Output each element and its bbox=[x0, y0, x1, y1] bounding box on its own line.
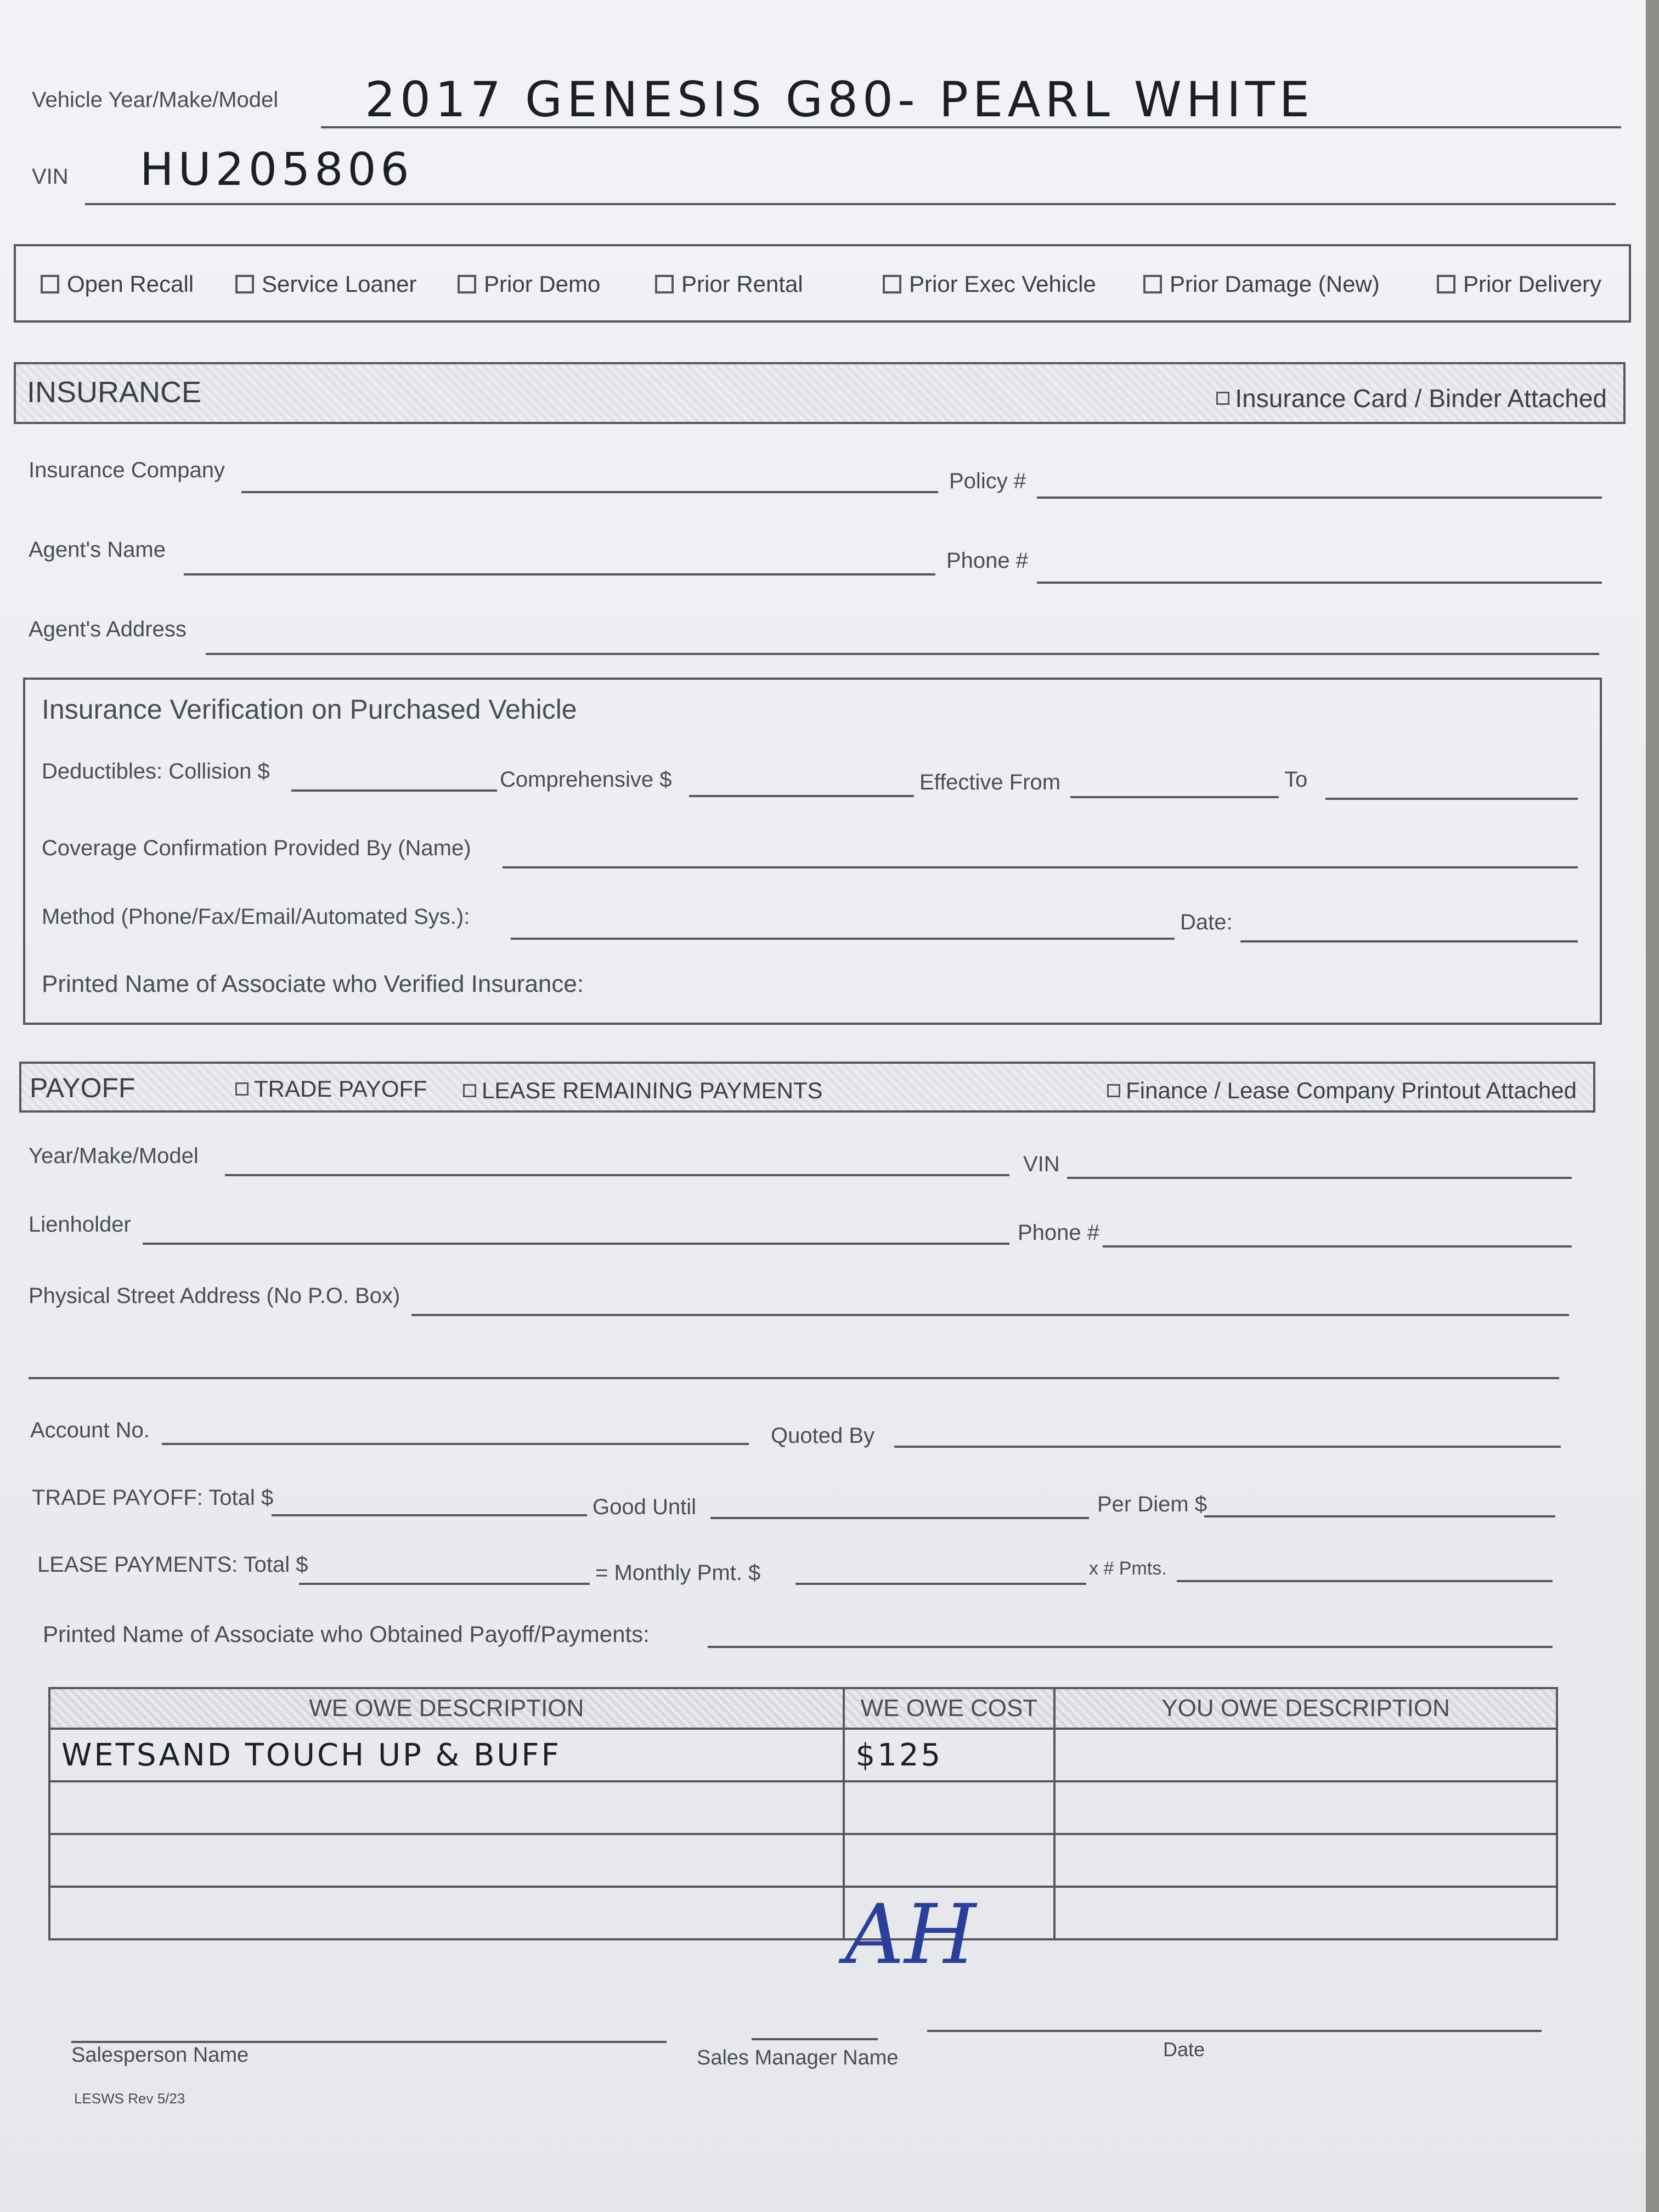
per-diem-field[interactable] bbox=[1204, 1515, 1555, 1517]
street-address-label: Physical Street Address (No P.O. Box) bbox=[29, 1284, 400, 1308]
checkbox-icon bbox=[655, 275, 674, 294]
we-owe-description-cell[interactable] bbox=[49, 1887, 844, 1939]
coverage-confirmation-label: Coverage Confirmation Provided By (Name) bbox=[42, 836, 471, 860]
table-row bbox=[49, 1729, 1557, 1781]
checkbox-open-recall[interactable]: Open Recall bbox=[41, 271, 194, 297]
lienholder-phone-label: Phone # bbox=[1018, 1221, 1100, 1245]
insurance-title: INSURANCE bbox=[27, 376, 202, 409]
insurance-company-label: Insurance Company bbox=[29, 458, 225, 482]
per-diem-label: Per Diem $ bbox=[1097, 1492, 1207, 1516]
we-owe-cost-cell[interactable]: $125 bbox=[844, 1729, 1055, 1781]
date-label: Date bbox=[1163, 2038, 1205, 2061]
vin-line bbox=[85, 203, 1616, 205]
table-row bbox=[49, 1834, 1557, 1887]
checkbox-prior-damage[interactable]: Prior Damage (New) bbox=[1143, 271, 1380, 297]
verification-date-field[interactable] bbox=[1240, 940, 1578, 943]
method-label: Method (Phone/Fax/Email/Automated Sys.): bbox=[42, 905, 470, 929]
collision-field[interactable] bbox=[291, 789, 497, 792]
checkbox-service-loaner[interactable]: Service Loaner bbox=[235, 271, 417, 297]
payoff-obtained-by-field[interactable] bbox=[708, 1646, 1553, 1648]
checkbox-icon bbox=[1437, 275, 1455, 294]
comprehensive-field[interactable] bbox=[689, 795, 914, 797]
you-owe-description-cell[interactable] bbox=[1054, 1781, 1557, 1834]
good-until-field[interactable] bbox=[710, 1517, 1089, 1519]
we-owe-cost-cell[interactable] bbox=[844, 1834, 1055, 1887]
account-number-field[interactable] bbox=[162, 1443, 749, 1445]
agent-phone-label: Phone # bbox=[946, 549, 1029, 573]
trade-payoff-total-field[interactable] bbox=[272, 1514, 587, 1516]
payoff-title: PAYOFF bbox=[30, 1073, 136, 1103]
lienholder-field[interactable] bbox=[143, 1243, 1009, 1245]
we-owe-description-cell[interactable] bbox=[49, 1834, 844, 1887]
effective-from-field[interactable] bbox=[1070, 796, 1279, 798]
vehicle-ymm-label: Vehicle Year/Make/Model bbox=[32, 88, 279, 112]
manager-initials: AH bbox=[845, 1887, 977, 1983]
payoff-ymm-label: Year/Make/Model bbox=[29, 1144, 199, 1168]
street-address-field-2[interactable] bbox=[29, 1377, 1559, 1379]
date-signature-line[interactable] bbox=[927, 2030, 1542, 2032]
form-revision-id: LESWS Rev 5/23 bbox=[74, 2090, 185, 2107]
verification-date-label: Date: bbox=[1180, 910, 1233, 934]
lease-payments-total-field[interactable] bbox=[299, 1583, 590, 1585]
checkbox-icon bbox=[1143, 275, 1162, 294]
you-owe-description-header: YOU OWE DESCRIPTION bbox=[1054, 1688, 1557, 1729]
trade-payoff-checkbox[interactable]: TRADE PAYOFF bbox=[235, 1076, 427, 1102]
payoff-vin-label: VIN bbox=[1023, 1152, 1060, 1176]
lienholder-phone-field[interactable] bbox=[1103, 1245, 1572, 1248]
table-row bbox=[49, 1887, 1557, 1939]
you-owe-description-cell[interactable] bbox=[1054, 1887, 1557, 1939]
policy-label: Policy # bbox=[949, 469, 1026, 493]
checkbox-icon bbox=[883, 275, 901, 294]
effective-to-label: To bbox=[1284, 768, 1308, 792]
checkbox-icon bbox=[1107, 1084, 1120, 1097]
monthly-payment-field[interactable] bbox=[795, 1583, 1086, 1585]
table-row bbox=[49, 1781, 1557, 1834]
checkbox-icon bbox=[1216, 392, 1229, 405]
verification-title: Insurance Verification on Purchased Vehicle bbox=[42, 694, 577, 725]
quoted-by-field[interactable] bbox=[894, 1446, 1561, 1448]
agent-address-label: Agent's Address bbox=[29, 617, 187, 641]
you-owe-description-cell[interactable] bbox=[1054, 1729, 1557, 1781]
salesperson-signature-line[interactable] bbox=[71, 2041, 667, 2043]
sales-manager-name-label: Sales Manager Name bbox=[697, 2046, 899, 2069]
lease-payments-checkbox[interactable]: LEASE REMAINING PAYMENTS bbox=[463, 1077, 823, 1104]
vehicle-ymm-value[interactable]: 2017 GENESIS G80- PEARL WHITE bbox=[365, 71, 1314, 128]
agent-address-field[interactable] bbox=[206, 653, 1599, 655]
payoff-vin-field[interactable] bbox=[1067, 1177, 1572, 1179]
manager-signature-line[interactable] bbox=[752, 2038, 878, 2040]
we-owe-cost-cell[interactable] bbox=[844, 1781, 1055, 1834]
we-owe-cost-header: WE OWE COST bbox=[844, 1688, 1055, 1729]
verified-by-label: Printed Name of Associate who Verified Insurance: bbox=[42, 970, 584, 997]
coverage-confirmation-field[interactable] bbox=[503, 866, 1578, 868]
checkbox-icon bbox=[463, 1084, 476, 1097]
we-owe-description-cell[interactable] bbox=[49, 1781, 844, 1834]
we-owe-table bbox=[48, 1687, 1558, 1940]
comprehensive-label: Comprehensive $ bbox=[500, 768, 672, 792]
vin-value[interactable]: HU205806 bbox=[140, 144, 414, 196]
effective-to-field[interactable] bbox=[1325, 798, 1578, 800]
street-address-field[interactable] bbox=[411, 1314, 1569, 1316]
vehicle-status-box bbox=[14, 244, 1631, 323]
collision-label: Deductibles: Collision $ bbox=[42, 759, 270, 783]
monthly-payment-label: = Monthly Pmt. $ bbox=[595, 1561, 761, 1585]
method-field[interactable] bbox=[511, 938, 1175, 940]
agent-name-label: Agent's Name bbox=[29, 538, 166, 562]
checkbox-icon bbox=[235, 1082, 249, 1096]
lease-payments-total-label: LEASE PAYMENTS: Total $ bbox=[37, 1553, 308, 1577]
trade-payoff-total-label: TRADE PAYOFF: Total $ bbox=[32, 1486, 274, 1510]
insurance-verification-box bbox=[23, 678, 1602, 1025]
quoted-by-label: Quoted By bbox=[771, 1424, 875, 1448]
we-owe-description-cell[interactable]: WETSAND TOUCH UP & BUFF bbox=[49, 1729, 844, 1781]
insurance-header bbox=[14, 362, 1626, 424]
payoff-header bbox=[19, 1062, 1595, 1113]
checkbox-prior-demo[interactable]: Prior Demo bbox=[458, 271, 600, 297]
account-number-label: Account No. bbox=[30, 1418, 150, 1442]
checkbox-icon bbox=[235, 275, 254, 294]
checkbox-icon bbox=[458, 275, 476, 294]
policy-field[interactable] bbox=[1037, 496, 1602, 499]
checkbox-icon bbox=[41, 275, 59, 294]
number-of-payments-field[interactable] bbox=[1177, 1580, 1553, 1582]
vin-label: VIN bbox=[32, 165, 69, 189]
effective-from-label: Effective From bbox=[919, 770, 1061, 794]
lienholder-label: Lienholder bbox=[29, 1212, 131, 1237]
agent-name-field[interactable] bbox=[184, 573, 935, 575]
insurance-card-attached-checkbox[interactable]: Insurance Card / Binder Attached bbox=[1216, 383, 1607, 413]
agent-phone-field[interactable] bbox=[1037, 582, 1602, 584]
printout-attached-checkbox[interactable]: Finance / Lease Company Printout Attached bbox=[1107, 1077, 1577, 1104]
we-owe-table-header bbox=[49, 1688, 1557, 1729]
we-owe-description-header: WE OWE DESCRIPTION bbox=[49, 1688, 844, 1729]
insurance-company-field[interactable] bbox=[241, 491, 938, 493]
checkbox-prior-exec-vehicle[interactable]: Prior Exec Vehicle bbox=[883, 271, 1096, 297]
payoff-ymm-field[interactable] bbox=[225, 1174, 1009, 1176]
good-until-label: Good Until bbox=[592, 1495, 696, 1519]
you-owe-description-cell[interactable] bbox=[1054, 1834, 1557, 1887]
checkbox-prior-delivery[interactable]: Prior Delivery bbox=[1437, 271, 1601, 297]
checkbox-prior-rental[interactable]: Prior Rental bbox=[655, 271, 803, 297]
payoff-obtained-by-label: Printed Name of Associate who Obtained Payoff/Payments: bbox=[43, 1621, 650, 1647]
salesperson-name-label: Salesperson Name bbox=[71, 2044, 249, 2067]
number-of-payments-label: x # Pmts. bbox=[1089, 1558, 1167, 1579]
